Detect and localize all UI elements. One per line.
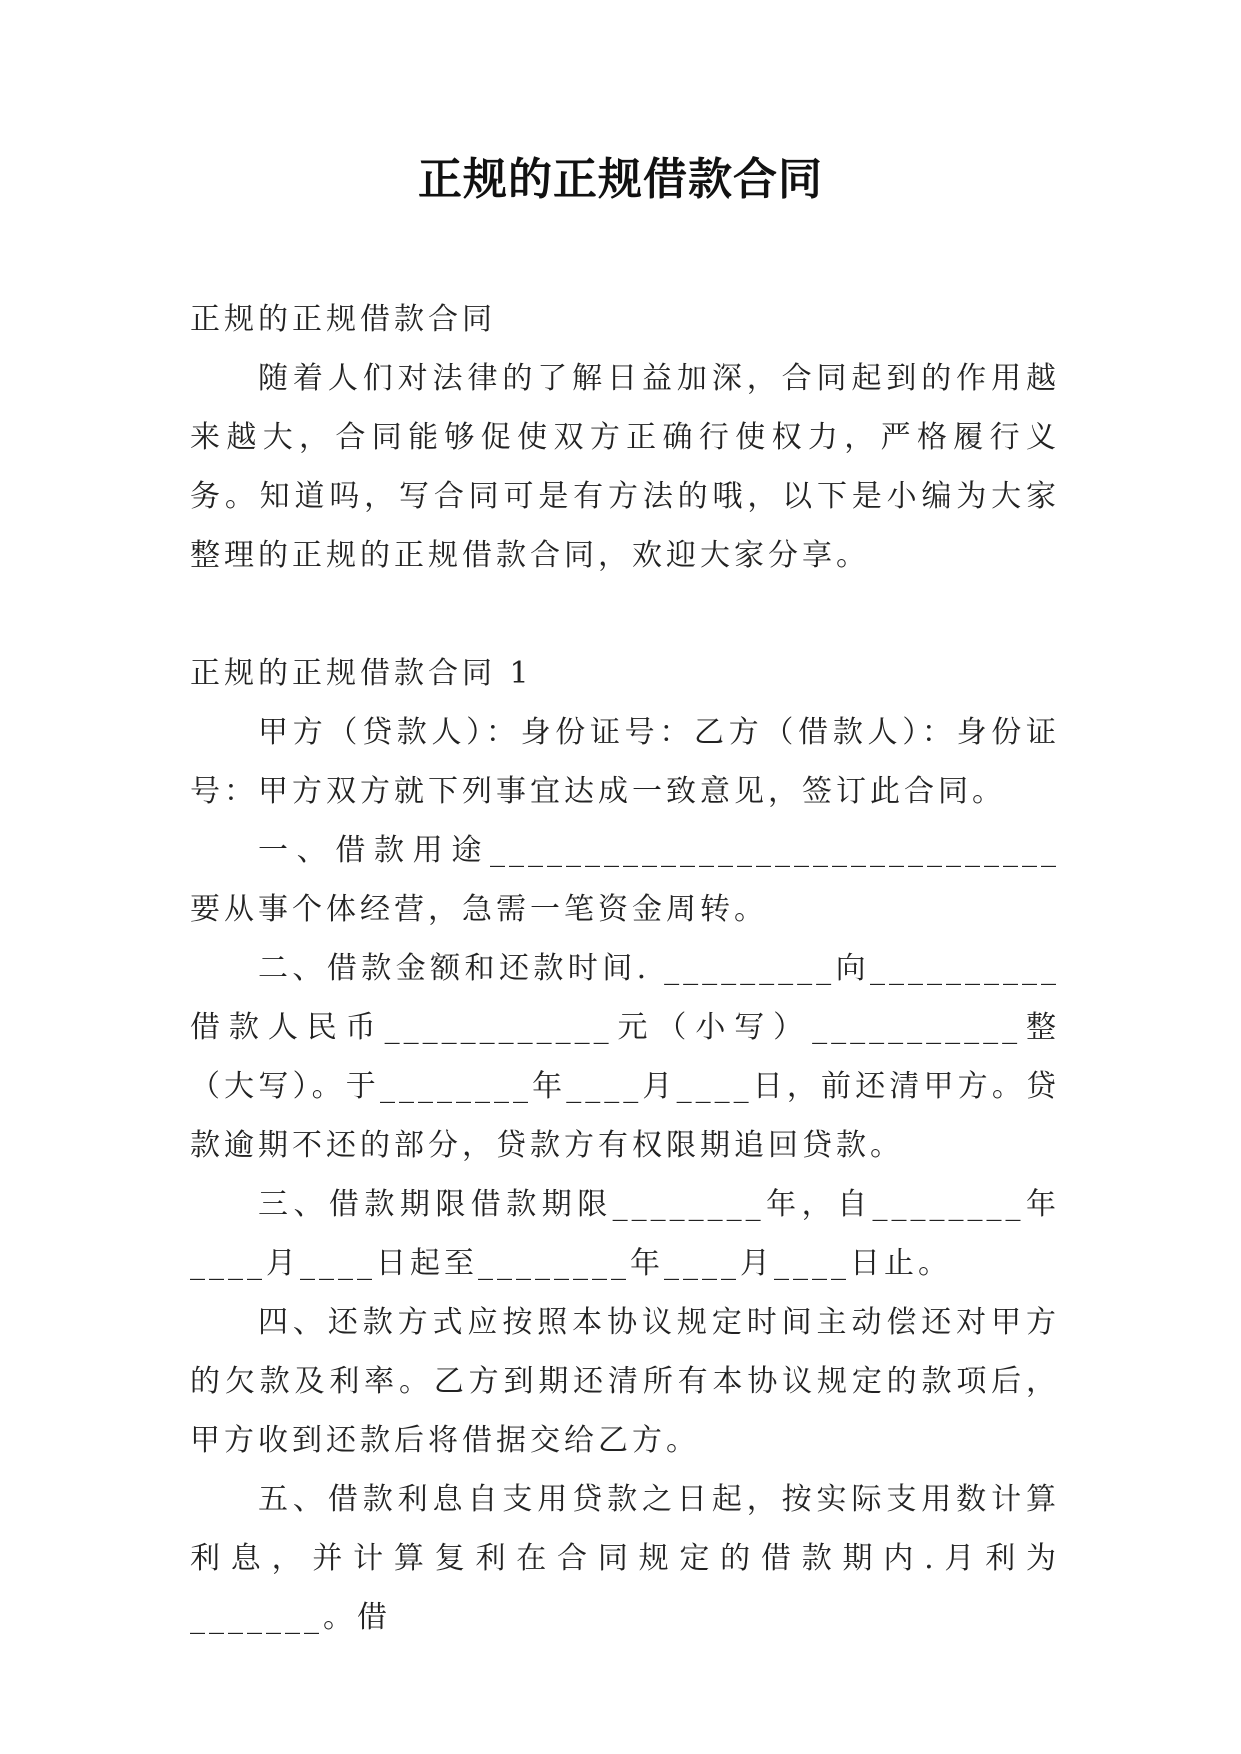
document-title: 正规的正规借款合同 — [418, 154, 823, 205]
section-heading: 正规的正规借款合同 1 — [190, 656, 533, 691]
intro-paragraph: 随着人们对法律的了解日益加深，合同起到的作用越来越大，合同能够促使双方正确行使权力，严格履行义务。知道吗，写合同可是有方法的哦，以下是小编为大家整理的正规的正规借款合同，欢迎大家分享。 — [190, 361, 1060, 573]
clause-interest: 五、借款利息自支用贷款之日起，按实际支用数计算利息，并计算复利在合同规定的借款期内.月利为_______。借 — [190, 1482, 1060, 1635]
document-subtitle: 正规的正规借款合同 — [190, 302, 496, 337]
clause-purpose: 一、借款用途______________________________要从事个体经营，急需一笔资金周转。 — [190, 833, 1060, 927]
paragraph-spacer — [190, 585, 1060, 644]
parties-paragraph: 甲方（贷款人）：身份证号：乙方（借款人）：身份证号：甲方双方就下列事宜达成一致意见，签订此合同。 — [190, 715, 1060, 809]
clause-term: 三、借款期限借款期限________年，自________年____月____日起至________年____月____日止。 — [190, 1187, 1060, 1281]
document-body — [190, 290, 1060, 1647]
clause-amount-repayment: 二、借款金额和还款时间. _________向__________借款人民币____________元（小写）___________整（大写）。于________年____月____日，前还清甲方。贷款逾期不还的部分，贷款方有权限期追回贷款。 — [190, 951, 1060, 1163]
clause-repayment-method: 四、还款方式应按照本协议规定时间主动偿还对甲方的欠款及利率。乙方到期还清所有本协议规定的款项后，甲方收到还款后将借据交给乙方。 — [190, 1305, 1060, 1458]
